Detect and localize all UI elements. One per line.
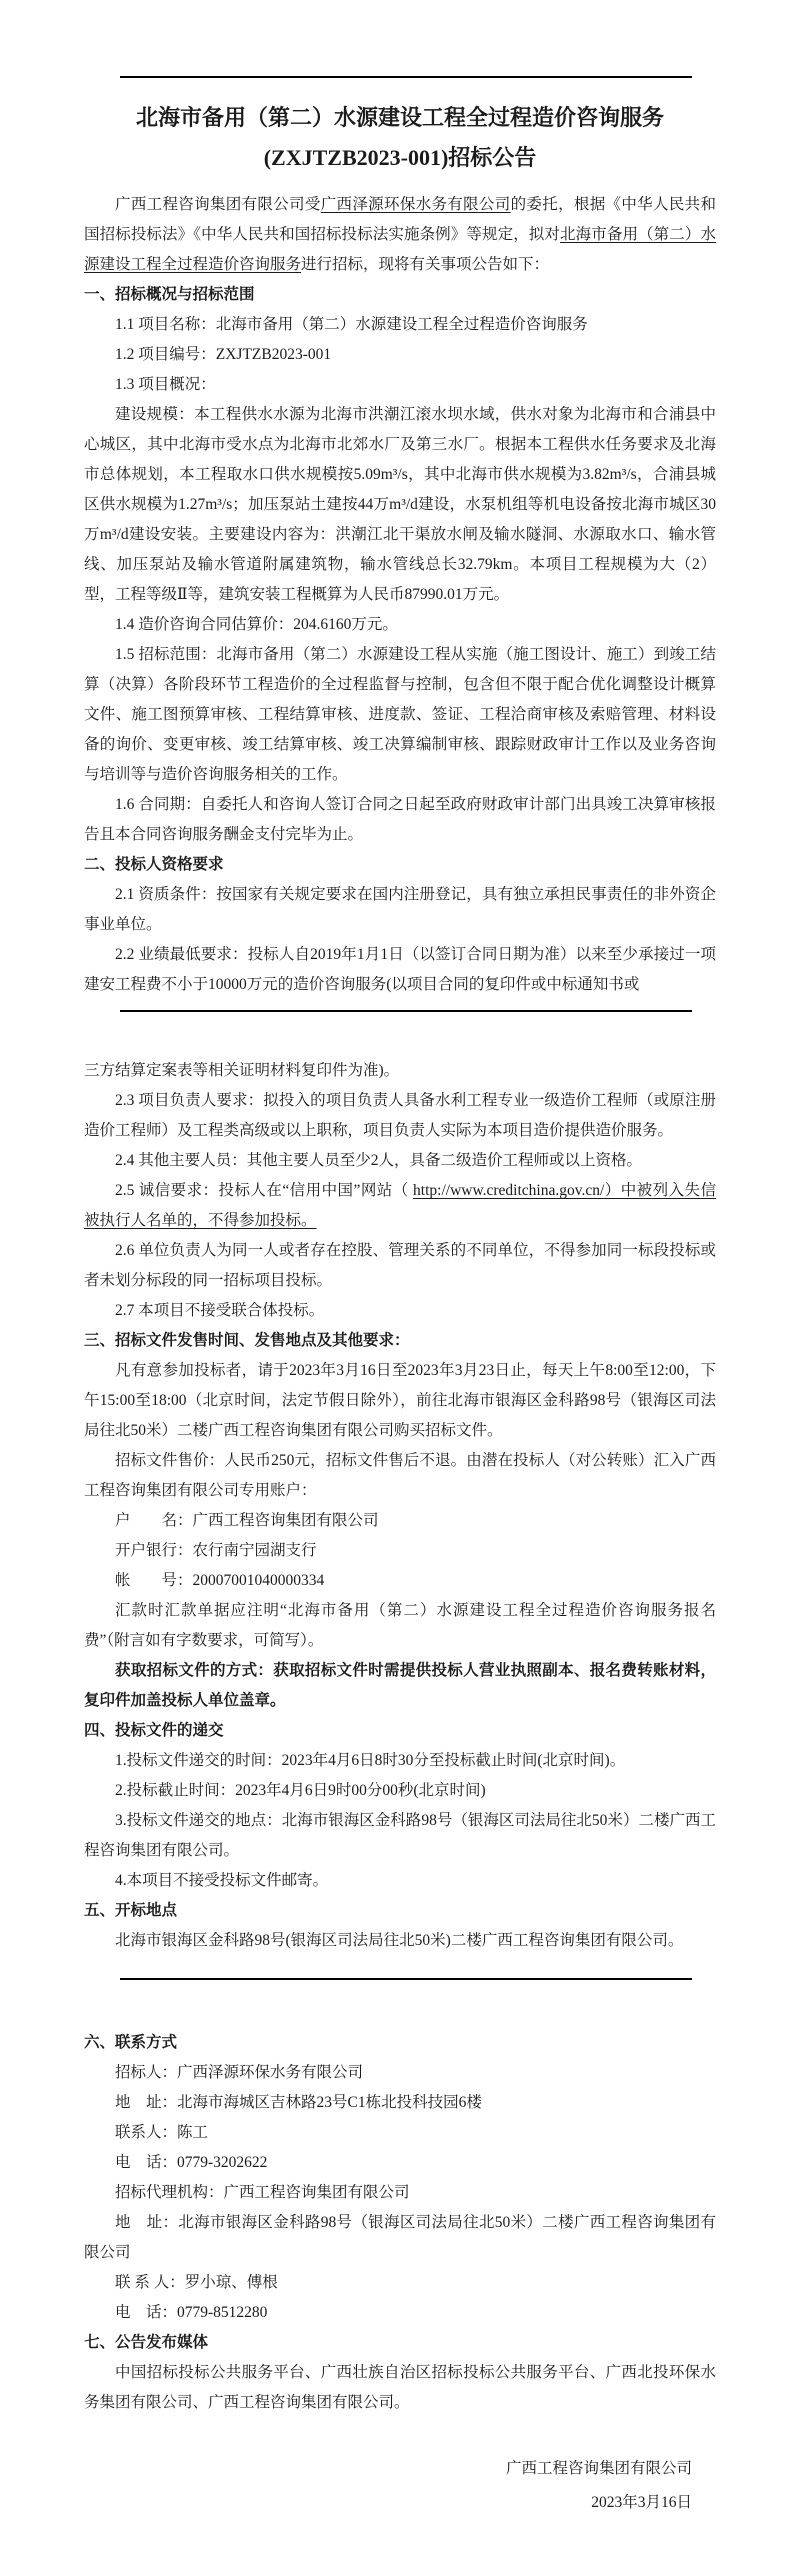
- item-4-4: 4.本项目不接受投标文件邮寄。: [115, 1872, 329, 1889]
- item-1-4: 1.4 造价咨询合同估算价：204.6160万元。: [115, 616, 398, 633]
- sale-time-paragraph: 凡有意参加投标者，请于2023年3月16日至2023年3月23日止，每天上午8:00至12:00，下午15:00至18:00（北京时间，法定节假日除外），前往北海市银海区金科路98号（银海区司法局往北50米）二楼广西工程咨询集团有限公司购买招标文件。: [84, 1362, 716, 1439]
- contact-tenderer-person-line: 联系人：陈工: [115, 2124, 209, 2141]
- item-2-1: 2.1 资质条件：按国家有关规定要求在国内注册登记，具有独立承担民事责任的非外资企事业单位。: [84, 886, 716, 933]
- item-1-1: 1.1 项目名称：北海市备用（第二）水源建设工程全过程造价咨询服务: [115, 316, 588, 333]
- section1-heading: 一、招标概况与招标范围: [84, 286, 255, 303]
- account-name-line: 户 名：广西工程咨询集团有限公司: [115, 1512, 379, 1529]
- item-1-5: 1.5 招标范围：北海市备用（第二）水源建设工程从实施（施工图设计、施工）到竣工结算（决算）各阶段环节工程造价的全过程监督与控制，包含但不限于配合优化调整设计概算文件、施工图预算审核、工程结算审核、进度款、签证、工程洽商审核及索赔管理、材料设备的询价、变更审核、竣工结算审核、竣工决算编制审核、跟踪财政审计工作以及业务咨询与培训等与造价咨询服务相关的工作。: [84, 646, 716, 783]
- doc-title: [84, 98, 716, 178]
- page-break-rule-2: [120, 1978, 692, 1980]
- item-4-2: 2.投标截止时间：2023年4月6日9时00分00秒(北京时间): [115, 1782, 486, 1799]
- doc-title-line1: 北海市备用（第二）水源建设工程全过程造价咨询服务: [135, 105, 664, 130]
- item-2-4: 2.4 其他主要人员：其他主要人员至少2人，具备二级造价工程师或以上资格。: [115, 1152, 643, 1169]
- contact-agency-address-line: 地 址：北海市银海区金科路98号（银海区司法局往北50米）二楼广西工程咨询集团有限公司: [84, 2214, 716, 2261]
- section5-heading: 五、开标地点: [84, 1902, 178, 1919]
- section4-heading: 四、投标文件的递交: [84, 1722, 224, 1739]
- remittance-note-paragraph: 汇款时汇款单据应注明“北海市备用（第二）水源建设工程全过程造价咨询服务报名费”（附言如有字数要求，可简写）。: [84, 1602, 716, 1649]
- contact-agency-phone-line: 电 话：0779-8512280: [115, 2304, 268, 2321]
- obtain-documents-paragraph: 获取招标文件的方式：获取招标文件时需提供投标人营业执照副本、报名费转账材料，复印件加盖投标人单位盖章。: [84, 1662, 716, 1709]
- construction-scale-paragraph: 建设规模：本工程供水水源为北海市洪潮江滚水坝水域，供水对象为北海市和合浦县中心城区，其中北海市受水点为北海市北郊水厂及第三水厂。根据本工程供水任务要求及北海市总体规划，本工程取水口供水规模按5.09m³/s，其中北海市供水规模为3.82m³/s，合浦县城区供水规模为1.27m³/s；加压泵站土建按44万m³/d建设，水泵机组等机电设备按北海市城区30万m³/d建设安装。主要建设内容为：洪潮江北干渠放水闸及输水隧洞、水源取水口、输水管线、加压泵站及输水管道附属建筑物，输水管线总长32.79km。本项目工程规模为大（2）型，工程等级Ⅱ等，建筑安装工程概算为人民币87990.01万元。: [84, 406, 716, 603]
- section2-heading: 二、投标人资格要求: [84, 856, 224, 873]
- sale-price-paragraph: 招标文件售价：人民币250元，招标文件售后不退。由潜在投标人（对公转账）汇入广西工程咨询集团有限公司专用账户：: [84, 1452, 716, 1499]
- intro-text-1: 广西工程咨询集团有限公司受: [115, 196, 321, 213]
- page-break-rule-1: [120, 1010, 692, 1012]
- contact-tenderer-phone-line: 电 话：0779-3202622: [115, 2154, 268, 2171]
- item-2-3: 2.3 项目负责人要求：拟投入的项目负责人具备水利工程专业一级造价工程师（或原注册造价工程师）及工程类高级或以上职称，项目负责人实际为本项目造价提供造价服务。: [84, 1092, 716, 1139]
- client-name-underlined: 广西泽源环保水务有限公司: [320, 196, 511, 213]
- contact-tenderer-address-line: 地 址：北海市海城区吉林路23号C1栋北投科技园6楼: [115, 2094, 482, 2111]
- signature-company: 广西工程咨询集团有限公司: [505, 2460, 692, 2477]
- section3-heading: 三、招标文件发售时间、发售地点及其他要求：: [84, 1332, 410, 1349]
- doc-title-line2: (ZXJTZB2023-001)招标公告: [263, 145, 537, 170]
- item-2-2-part1: 2.2 业绩最低要求：投标人自2019年1月1日（以签订合同日期为准）以来至少承接过一项建安工程费不小于10000万元的造价咨询服务(以项目合同的复印件或中标通知书或: [84, 946, 716, 993]
- item-4-1: 1.投标文件递交的时间：2023年4月6日8时30分至投标截止时间(北京时间)。: [115, 1752, 626, 1769]
- project-name-underlined: 北海市备用（第二）水源建设工程全过程造价咨询服务: [84, 226, 716, 273]
- tender-announcement-document: [0, 76, 800, 2565]
- item-1-2: 1.2 项目编号：ZXJTZB2023-001: [115, 346, 332, 363]
- bid-opening-location-paragraph: 北海市银海区金科路98号(银海区司法局往北50米)二楼广西工程咨询集团有限公司。: [115, 1932, 684, 1949]
- creditchina-url-underlined: http://www.creditchina.gov.cn/）中被列入失信被执行人名单的，不得参加投标。: [84, 1182, 716, 1229]
- publication-media-paragraph: 中国招标投标公共服务平台、广西壮族自治区招标投标公共服务平台、广西北投环保水务集团有限公司、广西工程咨询集团有限公司。: [84, 2364, 716, 2411]
- intro-text-3: 进行招标，现将有关事项公告如下：: [301, 256, 550, 273]
- intro-text-2: 的委托，根据《中华人民共和国招标投标法》《中华人民共和国招标投标法实施条例》等规定，拟对: [84, 196, 716, 243]
- account-bank-line: 开户银行：农行南宁园湖支行: [115, 1542, 317, 1559]
- item-1-6: 1.6 合同期：自委托人和咨询人签订合同之日起至政府财政审计部门出具竣工决算审核报告且本合同咨询服务酬金支付完毕为止。: [84, 796, 716, 843]
- contact-agency-line: 招标代理机构：广西工程咨询集团有限公司: [115, 2184, 410, 2201]
- contact-tenderer-line: 招标人：广西泽源环保水务有限公司: [115, 2064, 364, 2081]
- account-number-line: 帐 号：20007001040000334: [115, 1572, 325, 1589]
- item-2-6: 2.6 单位负责人为同一人或者存在控股、管理关系的不同单位，不得参加同一标段投标或者未划分标段的同一招标项目投标。: [84, 1242, 716, 1289]
- item-2-5-text: 2.5 诚信要求：投标人在“信用中国”网站（: [115, 1182, 414, 1199]
- signature-date: 2023年3月16日: [591, 2494, 692, 2511]
- item-2-5: [84, 1176, 716, 1236]
- section7-heading: 七、公告发布媒体: [84, 2334, 209, 2351]
- item-2-7: 2.7 本项目不接受联合体投标。: [115, 1302, 325, 1319]
- item-2-2-part2: 三方结算定案表等相关证明材料复印件为准)。: [84, 1062, 400, 1079]
- signature-block: [84, 2452, 716, 2520]
- item-4-3: 3.投标文件递交的地点：北海市银海区金科路98号（银海区司法局往北50米）二楼广西工程咨询集团有限公司。: [84, 1812, 716, 1859]
- section6-heading: 六、联系方式: [84, 2034, 178, 2051]
- contact-agency-person-line: 联 系 人：罗小琼、傅根: [115, 2274, 278, 2291]
- intro-paragraph: [84, 190, 716, 280]
- item-1-3: 1.3 项目概况：: [115, 376, 216, 393]
- header-rule: [120, 76, 692, 78]
